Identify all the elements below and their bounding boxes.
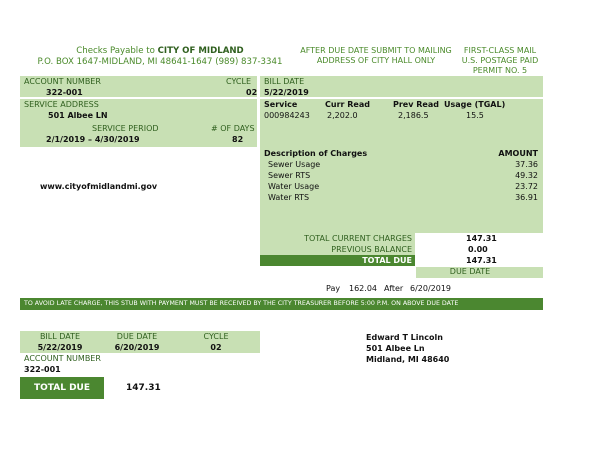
charge-item-name: Sewer Usage [268, 160, 321, 169]
postage-line3: PERMIT NO. 5 [472, 66, 528, 75]
charge-item-amount: 36.91 [515, 193, 538, 202]
meter-header-prev-read: Prev Read [393, 100, 439, 109]
stub-cycle-label: CYCLE [203, 332, 229, 341]
service-address-value: 501 Albee LN [48, 111, 108, 120]
pay-amount: 162.04 [349, 284, 377, 293]
customer-street: 501 Albee Ln [366, 344, 425, 353]
service-period-label: SERVICE PERIOD [92, 124, 159, 133]
checks-payable-line [30, 46, 290, 56]
postage-line2: U.S. POSTAGE PAID [461, 56, 539, 65]
payee-name: CITY OF MIDLAND [157, 46, 244, 56]
meter-header-usage: Usage (TGAL) [444, 100, 506, 109]
checks-payable-prefix: Checks Payable to [76, 46, 155, 56]
stub-total-due-label: TOTAL DUE [34, 383, 90, 393]
stub-due-date-value: 6/20/2019 [114, 343, 160, 352]
charge-item-amount: 49.32 [515, 171, 538, 180]
meter-curr-read: 2,202.0 [327, 111, 358, 120]
after-date: 6/20/2019 [410, 284, 452, 293]
stub-bill-date-value: 5/22/2019 [37, 343, 83, 352]
bill-date-label: BILL DATE [264, 77, 305, 86]
account-number-label: ACCOUNT NUMBER [24, 77, 101, 86]
late-charge-notice: TO AVOID LATE CHARGE, THIS STUB WITH PAYMENT MUST BE RECEIVED BY THE CITY TREASURER BEFORE 5:00 P.M. ON ABOVE DUE DATE [24, 300, 459, 307]
previous-balance-value: 0.00 [468, 245, 488, 254]
cycle-value: 02 [246, 88, 258, 97]
stub-cycle-value: 02 [210, 343, 222, 352]
charge-item-name: Water Usage [268, 182, 320, 191]
stub-account-number-value: 322-001 [24, 365, 61, 374]
meter-service-id: 000984243 [264, 111, 310, 120]
charge-item-amount: 23.72 [515, 182, 538, 191]
days-label: # OF DAYS [211, 124, 255, 133]
meter-header-service: Service [264, 100, 298, 109]
service-address-label: SERVICE ADDRESS [24, 100, 99, 109]
account-number-value: 322-001 [46, 88, 83, 97]
meter-header-curr-read: Curr Read [325, 100, 370, 109]
charge-item-name: Water RTS [268, 193, 310, 202]
total-due-label: TOTAL DUE [362, 256, 412, 265]
stub-account-number-label: ACCOUNT NUMBER [24, 354, 101, 363]
cycle-label: CYCLE [226, 77, 251, 86]
charge-item-amount: 37.36 [515, 160, 538, 169]
after-due-line2: ADDRESS OF CITY HALL ONLY [316, 56, 436, 65]
customer-city: Midland, MI 48640 [366, 355, 450, 364]
after-due-line1: AFTER DUE DATE SUBMIT TO MAILING [300, 46, 452, 55]
days-value: 82 [232, 135, 244, 144]
charge-item-name: Sewer RTS [268, 171, 311, 180]
charges-amount-label: AMOUNT [498, 149, 538, 158]
bill-date-value: 5/22/2019 [264, 88, 309, 97]
po-box-address: P.O. BOX 1647-MIDLAND, MI 48641-1647 (989) 837-3341 [37, 57, 283, 67]
service-period-value: 2/1/2019 – 4/30/2019 [46, 135, 140, 144]
pay-label: Pay [326, 284, 341, 293]
stub-total-due-value: 147.31 [126, 383, 161, 393]
website-link[interactable]: www.cityofmidlandmi.gov [40, 182, 158, 191]
stub-bill-date-label: BILL DATE [39, 332, 81, 341]
charges-description-label: Description of Charges [264, 149, 368, 158]
total-due-value: 147.31 [466, 256, 497, 265]
previous-balance-label: PREVIOUS BALANCE [331, 245, 412, 254]
meter-prev-read: 2,186.5 [398, 111, 429, 120]
stub-due-date-label: DUE DATE [116, 332, 158, 341]
after-label: After [384, 284, 404, 293]
customer-name: Edward T Lincoln [366, 333, 443, 342]
postage-line1: FIRST-CLASS MAIL [463, 46, 537, 55]
total-current-value: 147.31 [466, 234, 497, 243]
meter-usage: 15.5 [466, 111, 484, 120]
total-current-label: TOTAL CURRENT CHARGES [304, 234, 412, 243]
due-date-label: DUE DATE [449, 267, 491, 276]
